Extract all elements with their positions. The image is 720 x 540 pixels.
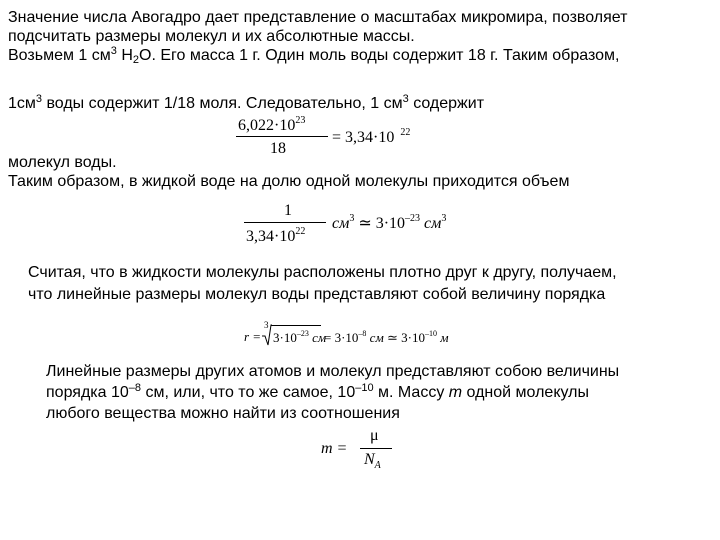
formula3-radicand: $3\cdot 10^{-23}$ см [273, 329, 327, 345]
text-line-8: что линейные размеры молекул воды представляют собой величину порядка [28, 286, 606, 303]
text-line-7: Считая, что в жидкости молекулы расположены плотно друг к другу, получаем, [28, 264, 617, 281]
radical-sign-icon [262, 324, 272, 346]
root-index: 3 [264, 320, 269, 330]
text-line-2: подсчитать размеры молекул и их абсолютные массы. [8, 28, 415, 45]
text-line-11: любого вещества можно найти из соотношения [46, 405, 400, 422]
formula1-result: = 3,34·10 $^{22}$ [332, 127, 411, 146]
formula2-rhs: $см^3$ ≃ $3\cdot 10^{-23}$ $см^3$ [332, 213, 447, 232]
formula4-lhs: m = [321, 440, 348, 457]
text-line-9: Линейные размеры других атомов и молекул представляют собою величины [46, 363, 620, 380]
formula1-numerator: $6,022\cdot 10^{23}$ [238, 115, 306, 134]
formula4-denominator: $N_A$ [364, 451, 381, 471]
formula1-denominator: 18 [270, 140, 286, 157]
formula2-numerator: 1 [284, 202, 292, 219]
formula3-lhs: r = [244, 329, 262, 344]
formula2-denominator: $3,34\cdot 10^{22}$ [246, 226, 306, 245]
radical-bar [271, 325, 321, 326]
text-line-10: порядка $10^{-8}$ см, или, что то же самое, $10^{-10}$ м. Массу m одной молекулы [46, 382, 589, 401]
formula3-rhs: = $3\cdot 10^{-8}$ см ≃ $3\cdot 10^{-10}$ м [324, 329, 449, 345]
fraction-bar [244, 222, 326, 223]
text-line-1: Значение числа Авогадро дает представление о масштабах микромира, позволяет [8, 9, 628, 26]
text-line-6: Таким образом, в жидкой воде на долю одной молекулы приходится объем [8, 173, 570, 190]
formula4-numerator: μ [370, 427, 379, 444]
text-line-5: молекул воды. [8, 154, 117, 171]
fraction-bar [236, 136, 328, 137]
text-line-4: $1см^3$ воды содержит 1/18 моля. Следовательно, 1 $см^3$ содержит [8, 93, 485, 112]
fraction-bar [360, 448, 392, 449]
text-line-3: Возьмем 1 $см^3$ $H_2O$. Его масса 1 г. Один моль воды содержит 18 г. Таким образом, [8, 45, 620, 66]
